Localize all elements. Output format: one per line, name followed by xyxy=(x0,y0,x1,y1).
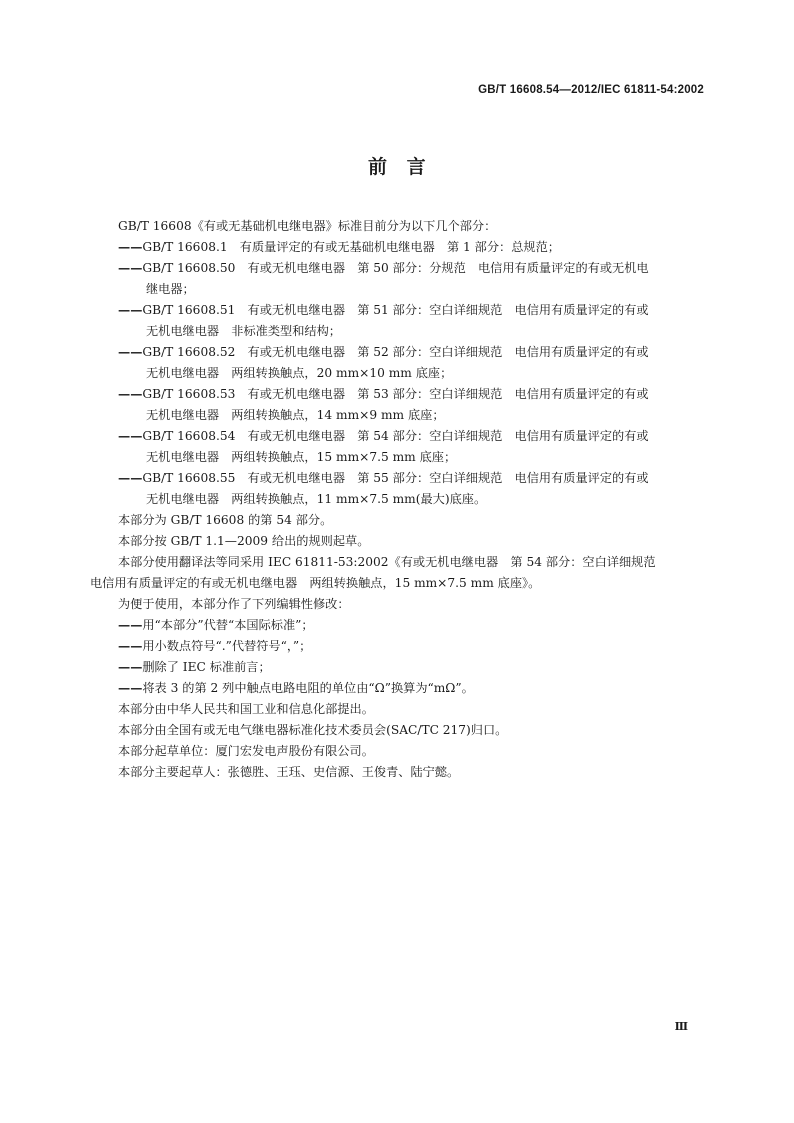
standard-number-header: GB/T 16608.54—2012/IEC 61811-54:2002 xyxy=(478,84,704,96)
list-item-continuation: 继电器； xyxy=(146,282,195,296)
list-item: ——GB/T 16608.52 有或无机电继电器 第 52 部分：空白详细规范 电信用有质量评定的有或 xyxy=(90,342,706,363)
list-item: ——GB/T 16608.1 有质量评定的有或无基础机电继电器 第 1 部分：总规范； xyxy=(90,237,706,258)
list-item: ——用“本部分”代替“本国际标准”； xyxy=(90,615,706,636)
dash-marker: —— xyxy=(118,345,143,359)
dash-marker: —— xyxy=(118,639,143,653)
list-item: ——GB/T 16608.54 有或无机电继电器 第 54 部分：空白详细规范 电信用有质量评定的有或 xyxy=(90,426,706,447)
dash-marker: —— xyxy=(118,387,143,401)
list-item: ——用小数点符号“.”代替符号“，”； xyxy=(90,636,706,657)
page-number: Ⅲ xyxy=(674,1020,688,1033)
paragraph-line: 本部分主要起草人：张德胜、王珏、史信源、王俊青、陆宁懿。 xyxy=(118,765,460,779)
paragraph-line: 本部分使用翻译法等同采用 IEC 61811-53:2002《有或无机电继电器 第 54 部分：空白详细规范 xyxy=(118,555,656,569)
list-item: ——GB/T 16608.50 有或无机电继电器 第 50 部分：分规范 电信用有质量评定的有或无机电 xyxy=(90,258,706,279)
foreword-body xyxy=(90,216,706,783)
dash-marker: —— xyxy=(118,681,143,695)
paragraph-line: 本部分由全国有或无电气继电器标准化技术委员会(SAC/TC 217)归口。 xyxy=(118,723,508,737)
list-item-continuation: 无机电继电器 两组转换触点，20 mm×10 mm 底座； xyxy=(146,366,453,380)
list-item-continuation: 无机电继电器 非标准类型和结构； xyxy=(146,324,341,338)
paragraph-line: 本部分起草单位：厦门宏发电声股份有限公司。 xyxy=(118,744,374,758)
paragraph-line: 本部分由中华人民共和国工业和信息化部提出。 xyxy=(118,702,374,716)
dash-marker: —— xyxy=(118,471,143,485)
paragraph-line: 本部分为 GB/T 16608 的第 54 部分。 xyxy=(118,513,333,527)
dash-marker: —— xyxy=(118,429,143,443)
list-item: ——GB/T 16608.51 有或无机电继电器 第 51 部分：空白详细规范 电信用有质量评定的有或 xyxy=(90,300,706,321)
paragraph-line: 本部分按 GB/T 1.1—2009 给出的规则起草。 xyxy=(118,534,370,548)
dash-marker: —— xyxy=(118,618,143,632)
list-item: ——GB/T 16608.55 有或无机电继电器 第 55 部分：空白详细规范 电信用有质量评定的有或 xyxy=(90,468,706,489)
dash-marker: —— xyxy=(118,240,143,254)
paragraph-line: GB/T 16608《有或无基础机电继电器》标准目前分为以下几个部分： xyxy=(118,219,497,233)
paragraph-line: 为便于使用，本部分作了下列编辑性修改： xyxy=(118,597,350,611)
list-item: ——删除了 IEC 标准前言； xyxy=(90,657,706,678)
dash-marker: —— xyxy=(118,660,143,674)
list-item: ——将表 3 的第 2 列中触点电路电阻的单位由“Ω”换算为“mΩ”。 xyxy=(90,678,706,699)
dash-marker: —— xyxy=(118,303,143,317)
dash-marker: —— xyxy=(118,261,143,275)
paragraph-continuation: 电信用有质量评定的有或无机电继电器 两组转换触点，15 mm×7.5 mm 底座》。 xyxy=(90,576,541,590)
list-item-continuation: 无机电继电器 两组转换触点，15 mm×7.5 mm 底座； xyxy=(146,450,457,464)
list-item-continuation: 无机电继电器 两组转换触点，11 mm×7.5 mm(最大)底座。 xyxy=(146,492,487,506)
page-title: 前 言 xyxy=(368,156,426,178)
list-item: ——GB/T 16608.53 有或无机电继电器 第 53 部分：空白详细规范 电信用有质量评定的有或 xyxy=(90,384,706,405)
list-item-continuation: 无机电继电器 两组转换触点，14 mm×9 mm 底座； xyxy=(146,408,445,422)
